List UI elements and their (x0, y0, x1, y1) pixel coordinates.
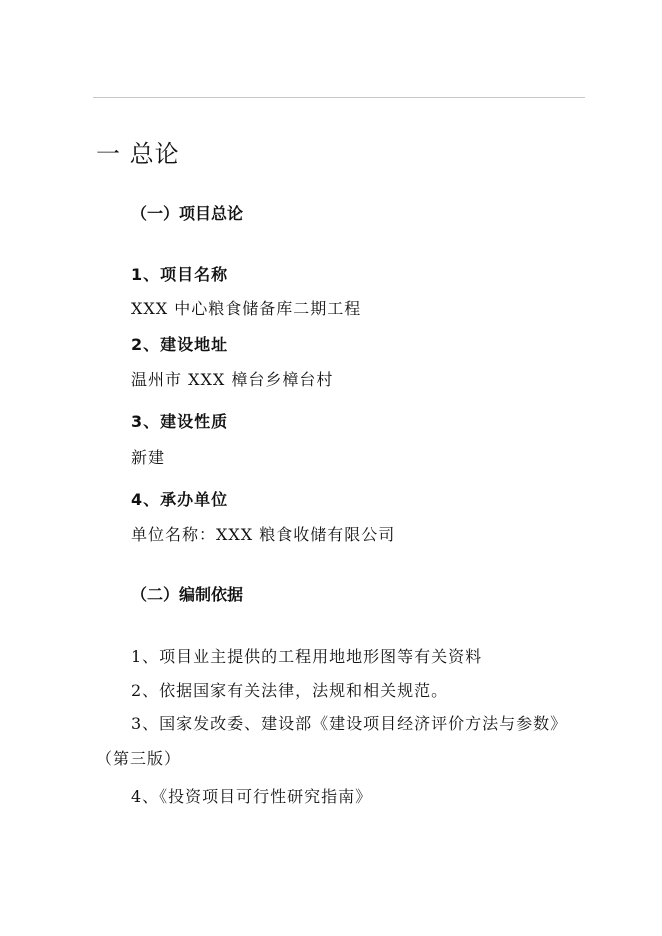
basis-line-3-continued: （第三版） (96, 749, 182, 768)
item-content-project-name: XXX 中心粮食储备库二期工程 (131, 299, 362, 318)
chapter-title: 一 总论 (96, 140, 180, 168)
item-heading-site-address: 2、建设地址 (131, 335, 229, 354)
basis-line-4: 4、《投资项目可行性研究指南》 (131, 787, 373, 806)
basis-line-1: 1、项目业主提供的工程用地地形图等有关资料 (131, 647, 483, 666)
basis-line-3: 3、国家发改委、建设部《建设项目经济评价方法与参数》 (131, 714, 568, 733)
section-title-overview: （一）项目总论 (131, 204, 244, 223)
item-content-site-address: 温州市 XXX 樟台乡樟台村 (131, 370, 334, 389)
basis-line-2: 2、依据国家有关法律，法规和相关规范。 (131, 681, 449, 700)
header-rule (93, 97, 585, 98)
item-heading-host-unit: 4、承办单位 (131, 490, 229, 509)
item-heading-construction-type: 3、建设性质 (131, 412, 229, 431)
item-content-construction-type: 新建 (131, 448, 166, 467)
item-heading-project-name: 1、项目名称 (131, 265, 229, 284)
section-title-basis: （二）编制依据 (131, 585, 244, 604)
item-content-host-unit: 单位名称：XXX 粮食收储有限公司 (131, 525, 396, 544)
